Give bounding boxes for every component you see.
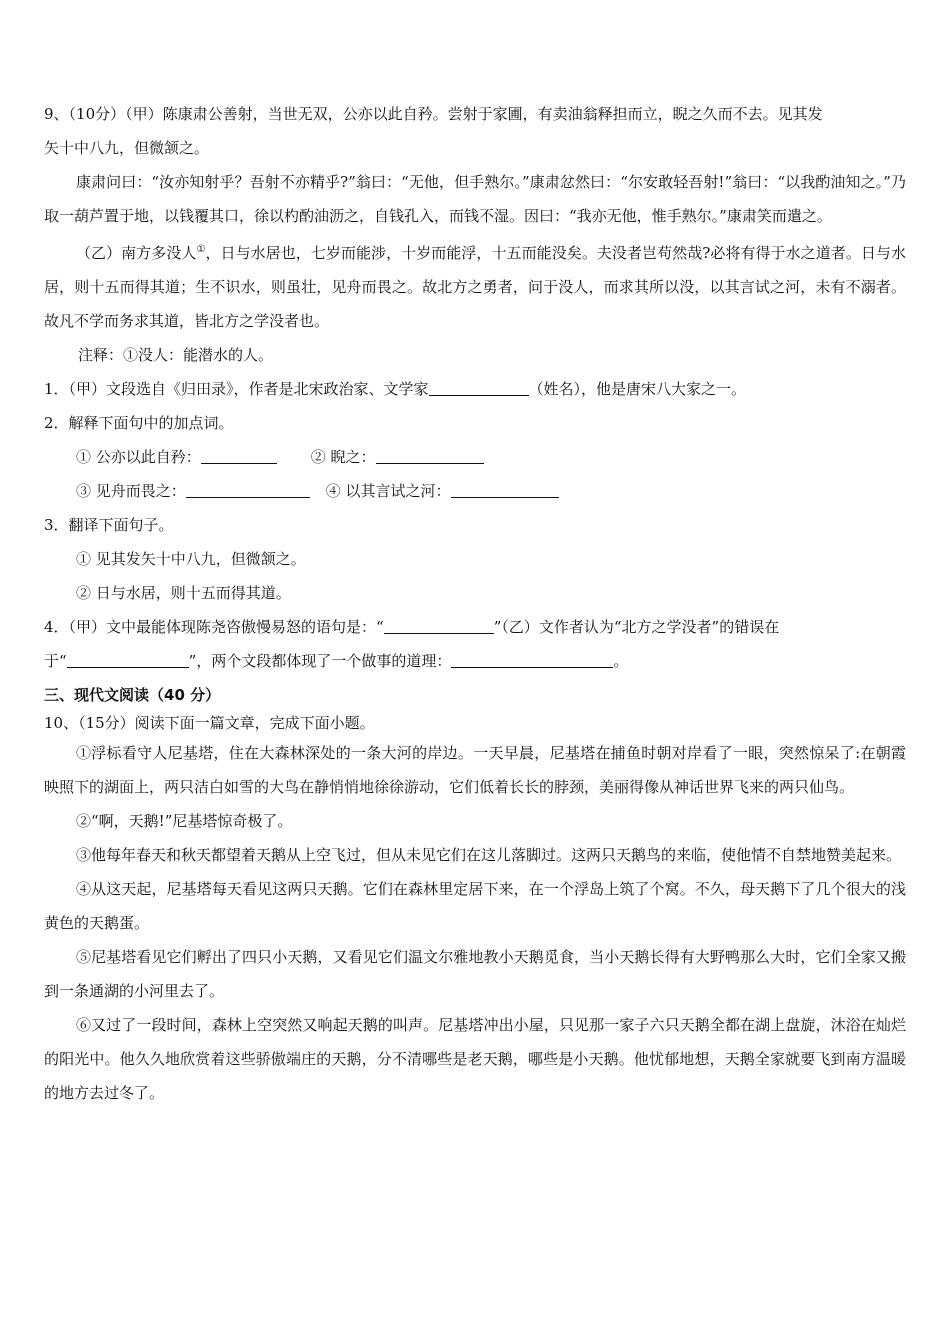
article-paragraph-5: ⑤尼基塔看见它们孵出了四只小天鹅，又看见它们温文尔雅地教小天鹅觅食，当小天鹅长得有大野鸭那么大时，它们全家又搬到一条通湖的小河里去了。 (44, 948, 906, 1000)
q9-paragraph-yi: （乙）南方多没人①，日与水居也，七岁而能涉，十岁而能浮，十五而能没矣。夫没者岂苟然哉?必将有得于水之道者。日与水居，则十五而得其道；生不识水，则虽壮，见舟而畏之。故北方之勇者，问于没人，而求其所以没，以其言试之河，未有不溺者。故凡不学而务求其道，皆北方之学没者也。 (44, 244, 906, 330)
answer-blank-4a[interactable] (384, 618, 494, 634)
question-2-row2: ③ 见舟而畏之： ④ 以其言试之河： (44, 474, 906, 508)
q9-intro-line2: 矢十中八九，但微颔之。 (44, 139, 210, 157)
question-1: 1．（甲）文段选自《归田录》，作者是北宋政治家、文学家 （姓名），他是唐宋八大家之一。 (44, 380, 747, 398)
answer-blank-author[interactable] (429, 380, 529, 396)
question-4-line1: 4．（甲）文中最能体现陈尧咨傲慢易怒的语句是：“ ”（乙）文作者认为“北方之学没者”的错误在 (44, 618, 780, 636)
annotation-note: 注释：①没人：能潜水的人。 (78, 346, 274, 364)
footnote-marker: ① (196, 244, 206, 255)
question-4-line2: 于“ ”，两个文段都体现了一个做事的道理： 。 (44, 652, 629, 670)
question-3-title: 3．翻译下面句子。 (44, 516, 174, 534)
answer-blank-2a[interactable] (201, 448, 277, 464)
answer-blank-2d[interactable] (451, 482, 559, 498)
question-2-row1: ① 公亦以此自矜： ② 睨之： (44, 440, 906, 474)
question-10-intro: 10、（15分）阅读下面一篇文章，完成下面小题。 (44, 714, 375, 732)
answer-blank-4c[interactable] (451, 652, 613, 668)
question-3-b: ② 日与水居，则十五而得其道。 (76, 584, 291, 602)
answer-blank-4b[interactable] (67, 652, 189, 668)
q9-intro-line1: 9、（10分）（甲）陈康肃公善射，当世无双，公亦以此自矜。尝射于家圃，有卖油翁释担而立，睨之久而不去。见其发 (44, 105, 823, 123)
article-paragraph-1: ①浮标看守人尼基塔，住在大森林深处的一条大河的岸边。一天早晨，尼基塔在捕鱼时朝对岸看了一眼，突然惊呆了:在朝霞映照下的湖面上，两只洁白如雪的大鸟在静悄悄地徐徐游动，它们低着长长的脖颈，美丽得像从神话世界飞来的两只仙鸟。 (44, 744, 906, 796)
answer-blank-2c[interactable] (186, 482, 310, 498)
answer-blank-2b[interactable] (376, 448, 484, 464)
question-3-a: ① 见其发矢十中八九，但微颔之。 (76, 550, 306, 568)
article-paragraph-6: ⑥又过了一段时间，森林上空突然又响起天鹅的叫声。尼基塔冲出小屋，只见那一家子六只天鹅全都在湖上盘旋，沐浴在灿烂的阳光中。他久久地欣赏着这些骄傲端庄的天鹅，分不清哪些是老天鹅，哪些是小天鹅。他忧郁地想，天鹅全家就要飞到南方温暖的地方去过冬了。 (44, 1016, 906, 1102)
section-3-title: 三、现代文阅读（40 分） (44, 686, 221, 704)
article-paragraph-3: ③他每年春天和秋天都望着天鹅从上空飞过，但从未见它们在这儿落脚过。这两只天鹅鸟的来临，使他情不自禁地赞美起来。 (76, 846, 902, 864)
article-paragraph-2: ②“啊，天鹅!”尼基塔惊奇极了。 (76, 812, 293, 830)
question-2-title: 2．解释下面句中的加点词。 (44, 414, 234, 432)
q9-paragraph-dialogue: 康肃问曰：“汝亦知射乎？吾射不亦精乎?”翁曰：“无他，但手熟尔。”康肃忿然曰：“尔安敢轻吾射!”翁曰：“以我酌油知之。”乃取一葫芦置于地，以钱覆其口，徐以杓酌油沥之，自钱孔入，而钱不湿。因曰：“我亦无他，惟手熟尔。”康肃笑而遣之。 (44, 173, 906, 225)
article-paragraph-4: ④从这天起，尼基塔每天看见这两只天鹅。它们在森林里定居下来，在一个浮岛上筑了个窝。不久，母天鹅下了几个很大的浅黄色的天鹅蛋。 (44, 880, 906, 932)
